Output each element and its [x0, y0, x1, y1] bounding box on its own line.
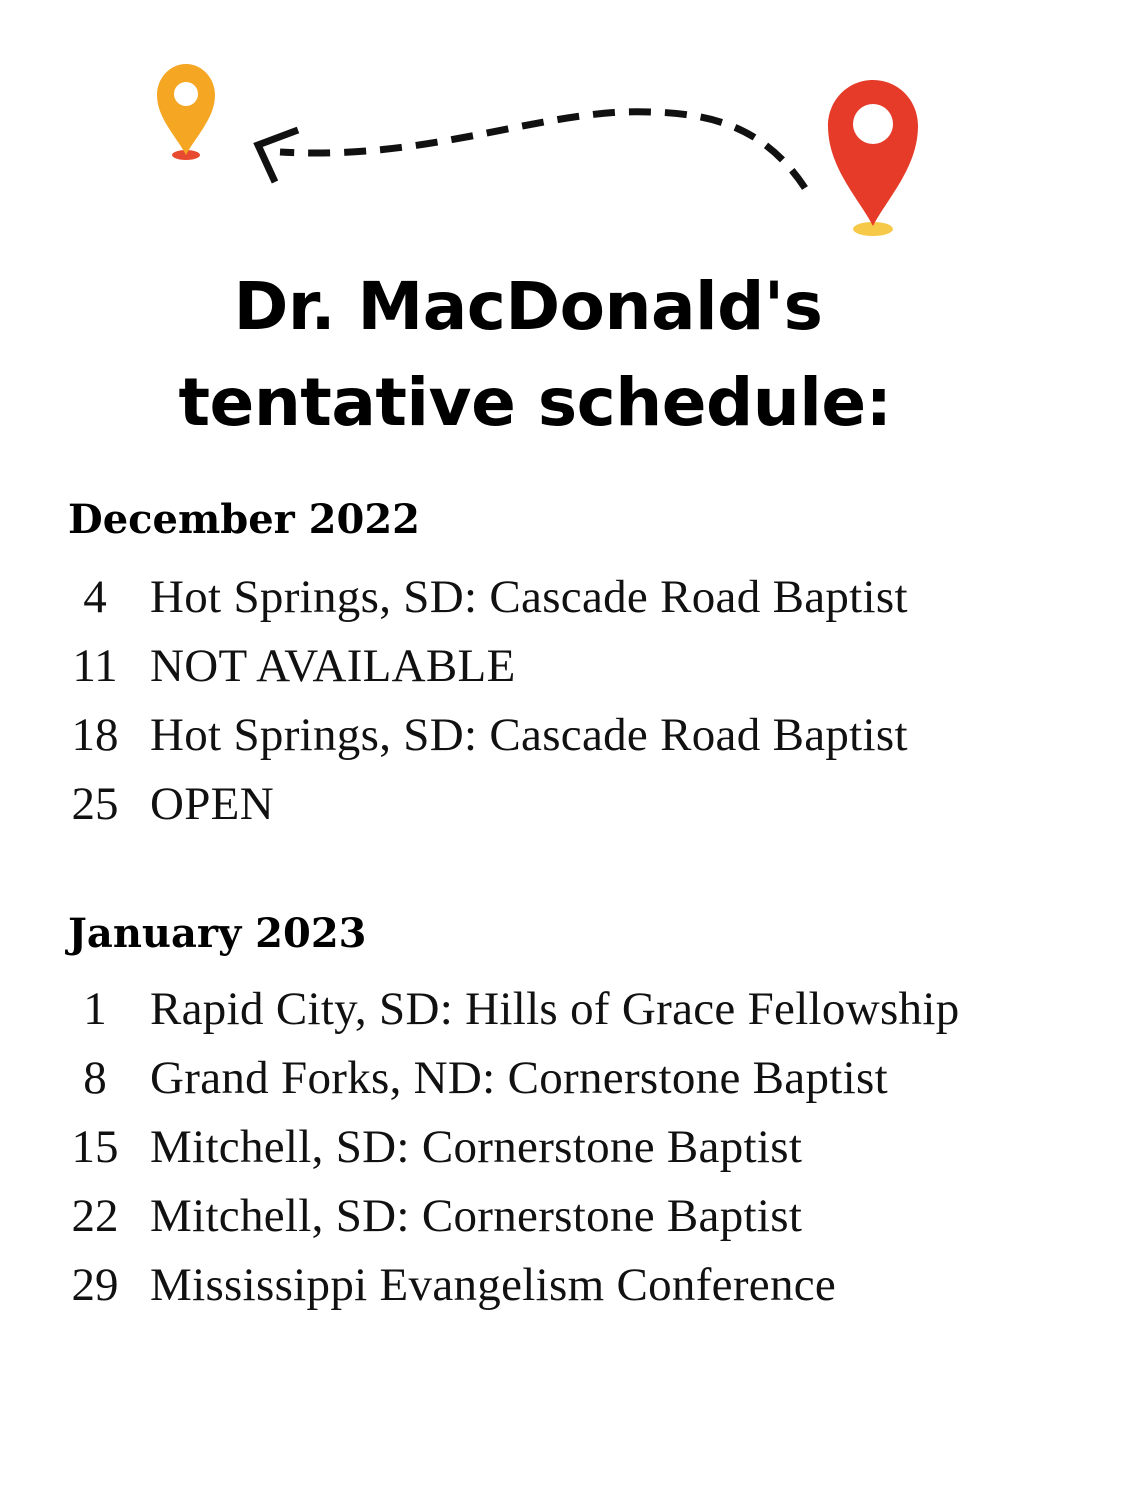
entry-event: Hot Springs, SD: Cascade Road Baptist	[150, 708, 908, 761]
entry-event: Hot Springs, SD: Cascade Road Baptist	[150, 570, 908, 623]
entry-day: 25	[71, 777, 119, 830]
entry-event: NOT AVAILABLE	[150, 639, 516, 692]
schedule-entry	[60, 1043, 960, 1112]
entry-event: OPEN	[150, 777, 274, 830]
schedule-entry	[60, 700, 908, 769]
entry-day: 22	[71, 1189, 119, 1242]
entry-day: 8	[83, 1051, 107, 1104]
entry-day: 15	[71, 1120, 119, 1173]
entry-day: 1	[83, 982, 107, 1035]
page-title-line-1: Dr. MacDonald's	[233, 268, 823, 345]
end-pin-body	[828, 80, 918, 226]
start-pin-body	[157, 64, 215, 155]
december-schedule-list	[60, 562, 908, 838]
end-pin-hole	[853, 104, 893, 144]
entry-event: Mitchell, SD: Cornerstone Baptist	[150, 1189, 803, 1242]
dashed-route-line	[280, 112, 805, 188]
schedule-entry	[60, 974, 960, 1043]
entry-event: Grand Forks, ND: Cornerstone Baptist	[150, 1051, 888, 1104]
entry-day: 4	[83, 570, 107, 623]
entry-day: 29	[71, 1258, 119, 1311]
schedule-entry	[60, 769, 908, 838]
page-title-line-2: tentative schedule:	[178, 364, 892, 441]
end-map-pin-icon	[828, 80, 918, 236]
entry-day: 11	[72, 639, 118, 692]
entry-day: 18	[71, 708, 119, 761]
month-heading-december: December 2022	[68, 496, 421, 543]
schedule-entry	[60, 1112, 960, 1181]
travel-route-graphic	[0, 0, 1125, 260]
start-map-pin-icon	[157, 64, 215, 160]
start-pin-hole	[174, 82, 198, 106]
schedule-entry	[60, 1250, 960, 1319]
entry-event: Mitchell, SD: Cornerstone Baptist	[150, 1120, 803, 1173]
month-heading-january: January 2023	[68, 910, 367, 957]
entry-event: Rapid City, SD: Hills of Grace Fellowship	[150, 982, 960, 1035]
schedule-entry	[60, 631, 908, 700]
schedule-entry	[60, 1181, 960, 1250]
entry-event: Mississippi Evangelism Conference	[150, 1258, 837, 1311]
schedule-entry	[60, 562, 908, 631]
january-schedule-list	[60, 974, 960, 1319]
